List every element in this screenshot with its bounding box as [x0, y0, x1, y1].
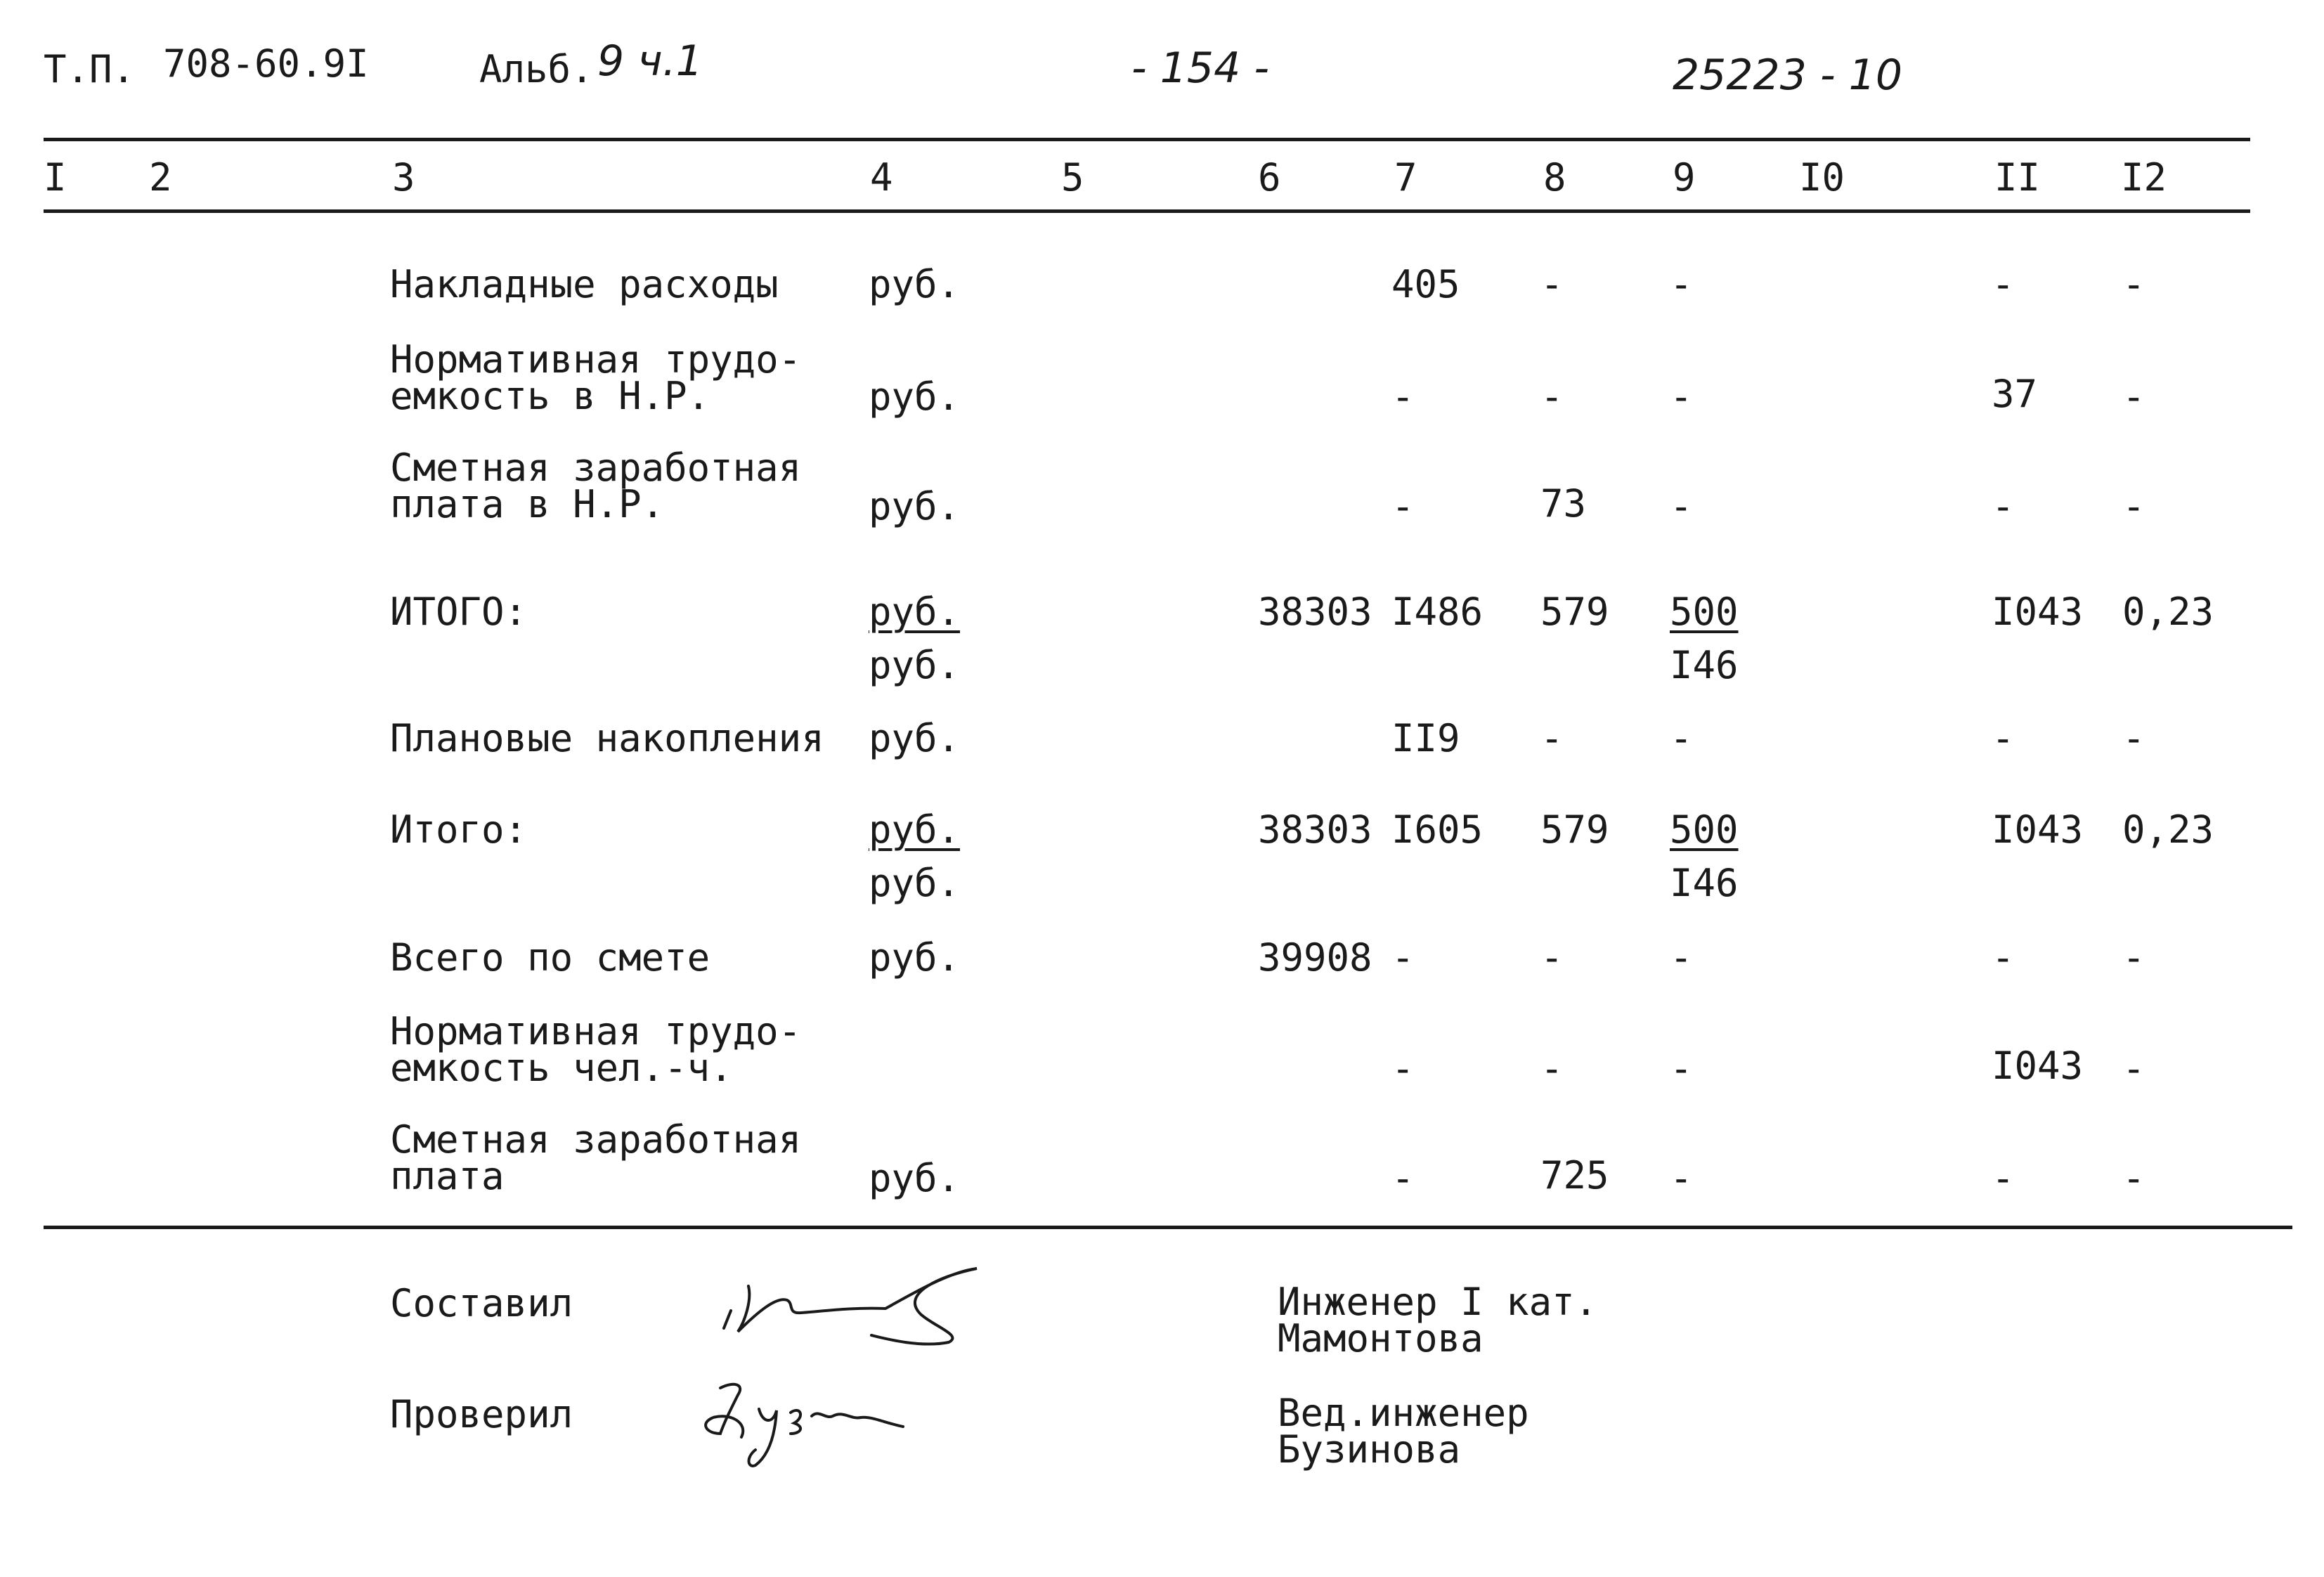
cell-col8: -: [1540, 375, 1564, 419]
checked-name: Бузинова: [1278, 1427, 1461, 1472]
cell-col9: -: [1670, 935, 1693, 980]
cell-col7: -: [1391, 484, 1415, 528]
col-header-6: 6: [1258, 155, 1281, 200]
cell-col11: I043: [1992, 807, 2084, 852]
cell-col12: -: [2122, 716, 2146, 760]
cell-col9: -: [1670, 375, 1693, 419]
row-name: Накладные расходы: [390, 262, 779, 306]
cell-col8: 725: [1540, 1153, 1609, 1198]
cell-col9: 500: [1670, 590, 1739, 634]
col-header-7: 7: [1394, 155, 1417, 200]
col-header-9: 9: [1673, 155, 1696, 200]
header-rule-top: [44, 138, 2250, 141]
cell-col11: I043: [1992, 1044, 2084, 1088]
cell-col8: 579: [1540, 807, 1609, 852]
cell-col6: 38303: [1258, 590, 1372, 634]
cell-col7: II9: [1391, 716, 1460, 760]
row-unit-2: руб.: [869, 643, 961, 687]
cell-col9: -: [1670, 716, 1693, 760]
checked-title: Вед.инженер: [1278, 1391, 1529, 1435]
cell-col8: -: [1540, 262, 1564, 306]
row-unit: руб.: [869, 262, 961, 306]
cell-col12: -: [2122, 484, 2146, 528]
cell-col9: -: [1670, 262, 1693, 306]
cell-col8: -: [1540, 935, 1564, 980]
cell-col7: I486: [1391, 590, 1484, 634]
row-name-line1: Нормативная трудо-: [390, 1009, 802, 1053]
col-header-2: 2: [149, 155, 172, 200]
cell-col12: 0,23: [2122, 807, 2214, 852]
col-header-5: 5: [1061, 155, 1084, 200]
cell-col7: 405: [1391, 262, 1460, 306]
row-unit: руб.: [869, 1156, 961, 1200]
cell-col9-second: I46: [1670, 643, 1739, 687]
col-header-11: II: [1994, 155, 2041, 200]
col-header-3: 3: [392, 155, 415, 200]
album-number: 9 ч.1: [597, 37, 703, 86]
row-name-line2: емкость чел.-ч.: [390, 1046, 733, 1090]
cell-col11: -: [1992, 716, 2015, 760]
col-header-4: 4: [870, 155, 893, 200]
row-unit: руб.: [869, 807, 961, 852]
row-unit: руб.: [869, 935, 961, 980]
row-name-line1: Нормативная трудо-: [390, 337, 802, 382]
row-name: Итого:: [390, 807, 528, 852]
row-unit: руб.: [869, 716, 961, 760]
row-unit: руб.: [869, 484, 961, 528]
row-name-line2: плата: [390, 1154, 505, 1198]
row-unit: руб.: [869, 375, 961, 419]
cell-col9: -: [1670, 1156, 1693, 1200]
cell-col8: 579: [1540, 590, 1609, 634]
compiled-label: Составил: [390, 1281, 573, 1325]
cell-col11: -: [1992, 484, 2015, 528]
row-name-line1: Сметная заработная: [390, 1117, 802, 1162]
checked-label: Проверил: [390, 1392, 573, 1436]
cell-col12: -: [2122, 935, 2146, 980]
cell-col11: 37: [1992, 372, 2038, 416]
compiled-signature: [710, 1244, 1005, 1349]
col-header-8: 8: [1543, 155, 1566, 200]
cell-col9: 500: [1670, 807, 1739, 852]
cell-col7: -: [1391, 375, 1415, 419]
row-name: ИТОГО:: [390, 590, 528, 634]
row-unit: руб.: [869, 590, 961, 634]
cell-col11: -: [1992, 935, 2015, 980]
cell-col7: -: [1391, 1156, 1415, 1200]
compiled-name: Мамонтова: [1278, 1316, 1484, 1361]
row-name-line1: Сметная заработная: [390, 446, 802, 490]
cell-col8: 73: [1540, 481, 1587, 526]
row-unit-2: руб.: [869, 861, 961, 905]
page-number: - 154 -: [1131, 44, 1269, 93]
row-name-line2: плата в Н.Р.: [390, 482, 665, 526]
cell-col9: -: [1670, 484, 1693, 528]
header-rule-bottom: [44, 209, 2250, 213]
col-header-10: I0: [1799, 155, 1845, 200]
cell-col7: -: [1391, 1046, 1415, 1091]
col-header-12: I2: [2121, 155, 2167, 200]
cell-col6: 39908: [1258, 935, 1372, 980]
table-rule-bottom: [44, 1226, 2292, 1229]
cell-col12: -: [2122, 262, 2146, 306]
row-name: Плановые накопления: [390, 716, 824, 760]
cell-col11: -: [1992, 262, 2015, 306]
cell-col11: I043: [1992, 590, 2084, 634]
cell-col11: -: [1992, 1156, 2015, 1200]
cell-col9: -: [1670, 1046, 1693, 1091]
col-header-1: I: [44, 155, 67, 200]
cell-col12: 0,23: [2122, 590, 2214, 634]
cell-col8: -: [1540, 716, 1564, 760]
compiled-title: Инженер I кат.: [1278, 1280, 1598, 1324]
tp-label: Т.П.: [44, 47, 136, 91]
cell-col12: -: [2122, 1046, 2146, 1091]
tp-number: 708-60.9I: [163, 41, 369, 86]
cell-col9-second: I46: [1670, 861, 1739, 905]
cell-col12: -: [2122, 1156, 2146, 1200]
album-label: Альб.: [479, 47, 594, 91]
row-name: Всего по смете: [390, 935, 710, 980]
doc-code: 25223 - 10: [1673, 51, 1903, 100]
cell-col7: -: [1391, 935, 1415, 980]
row-name-line2: емкость в Н.Р.: [390, 374, 710, 418]
cell-col7: I605: [1391, 807, 1484, 852]
cell-col6: 38303: [1258, 807, 1372, 852]
cell-col12: -: [2122, 375, 2146, 419]
cell-col8: -: [1540, 1046, 1564, 1091]
checked-signature: [692, 1367, 931, 1472]
